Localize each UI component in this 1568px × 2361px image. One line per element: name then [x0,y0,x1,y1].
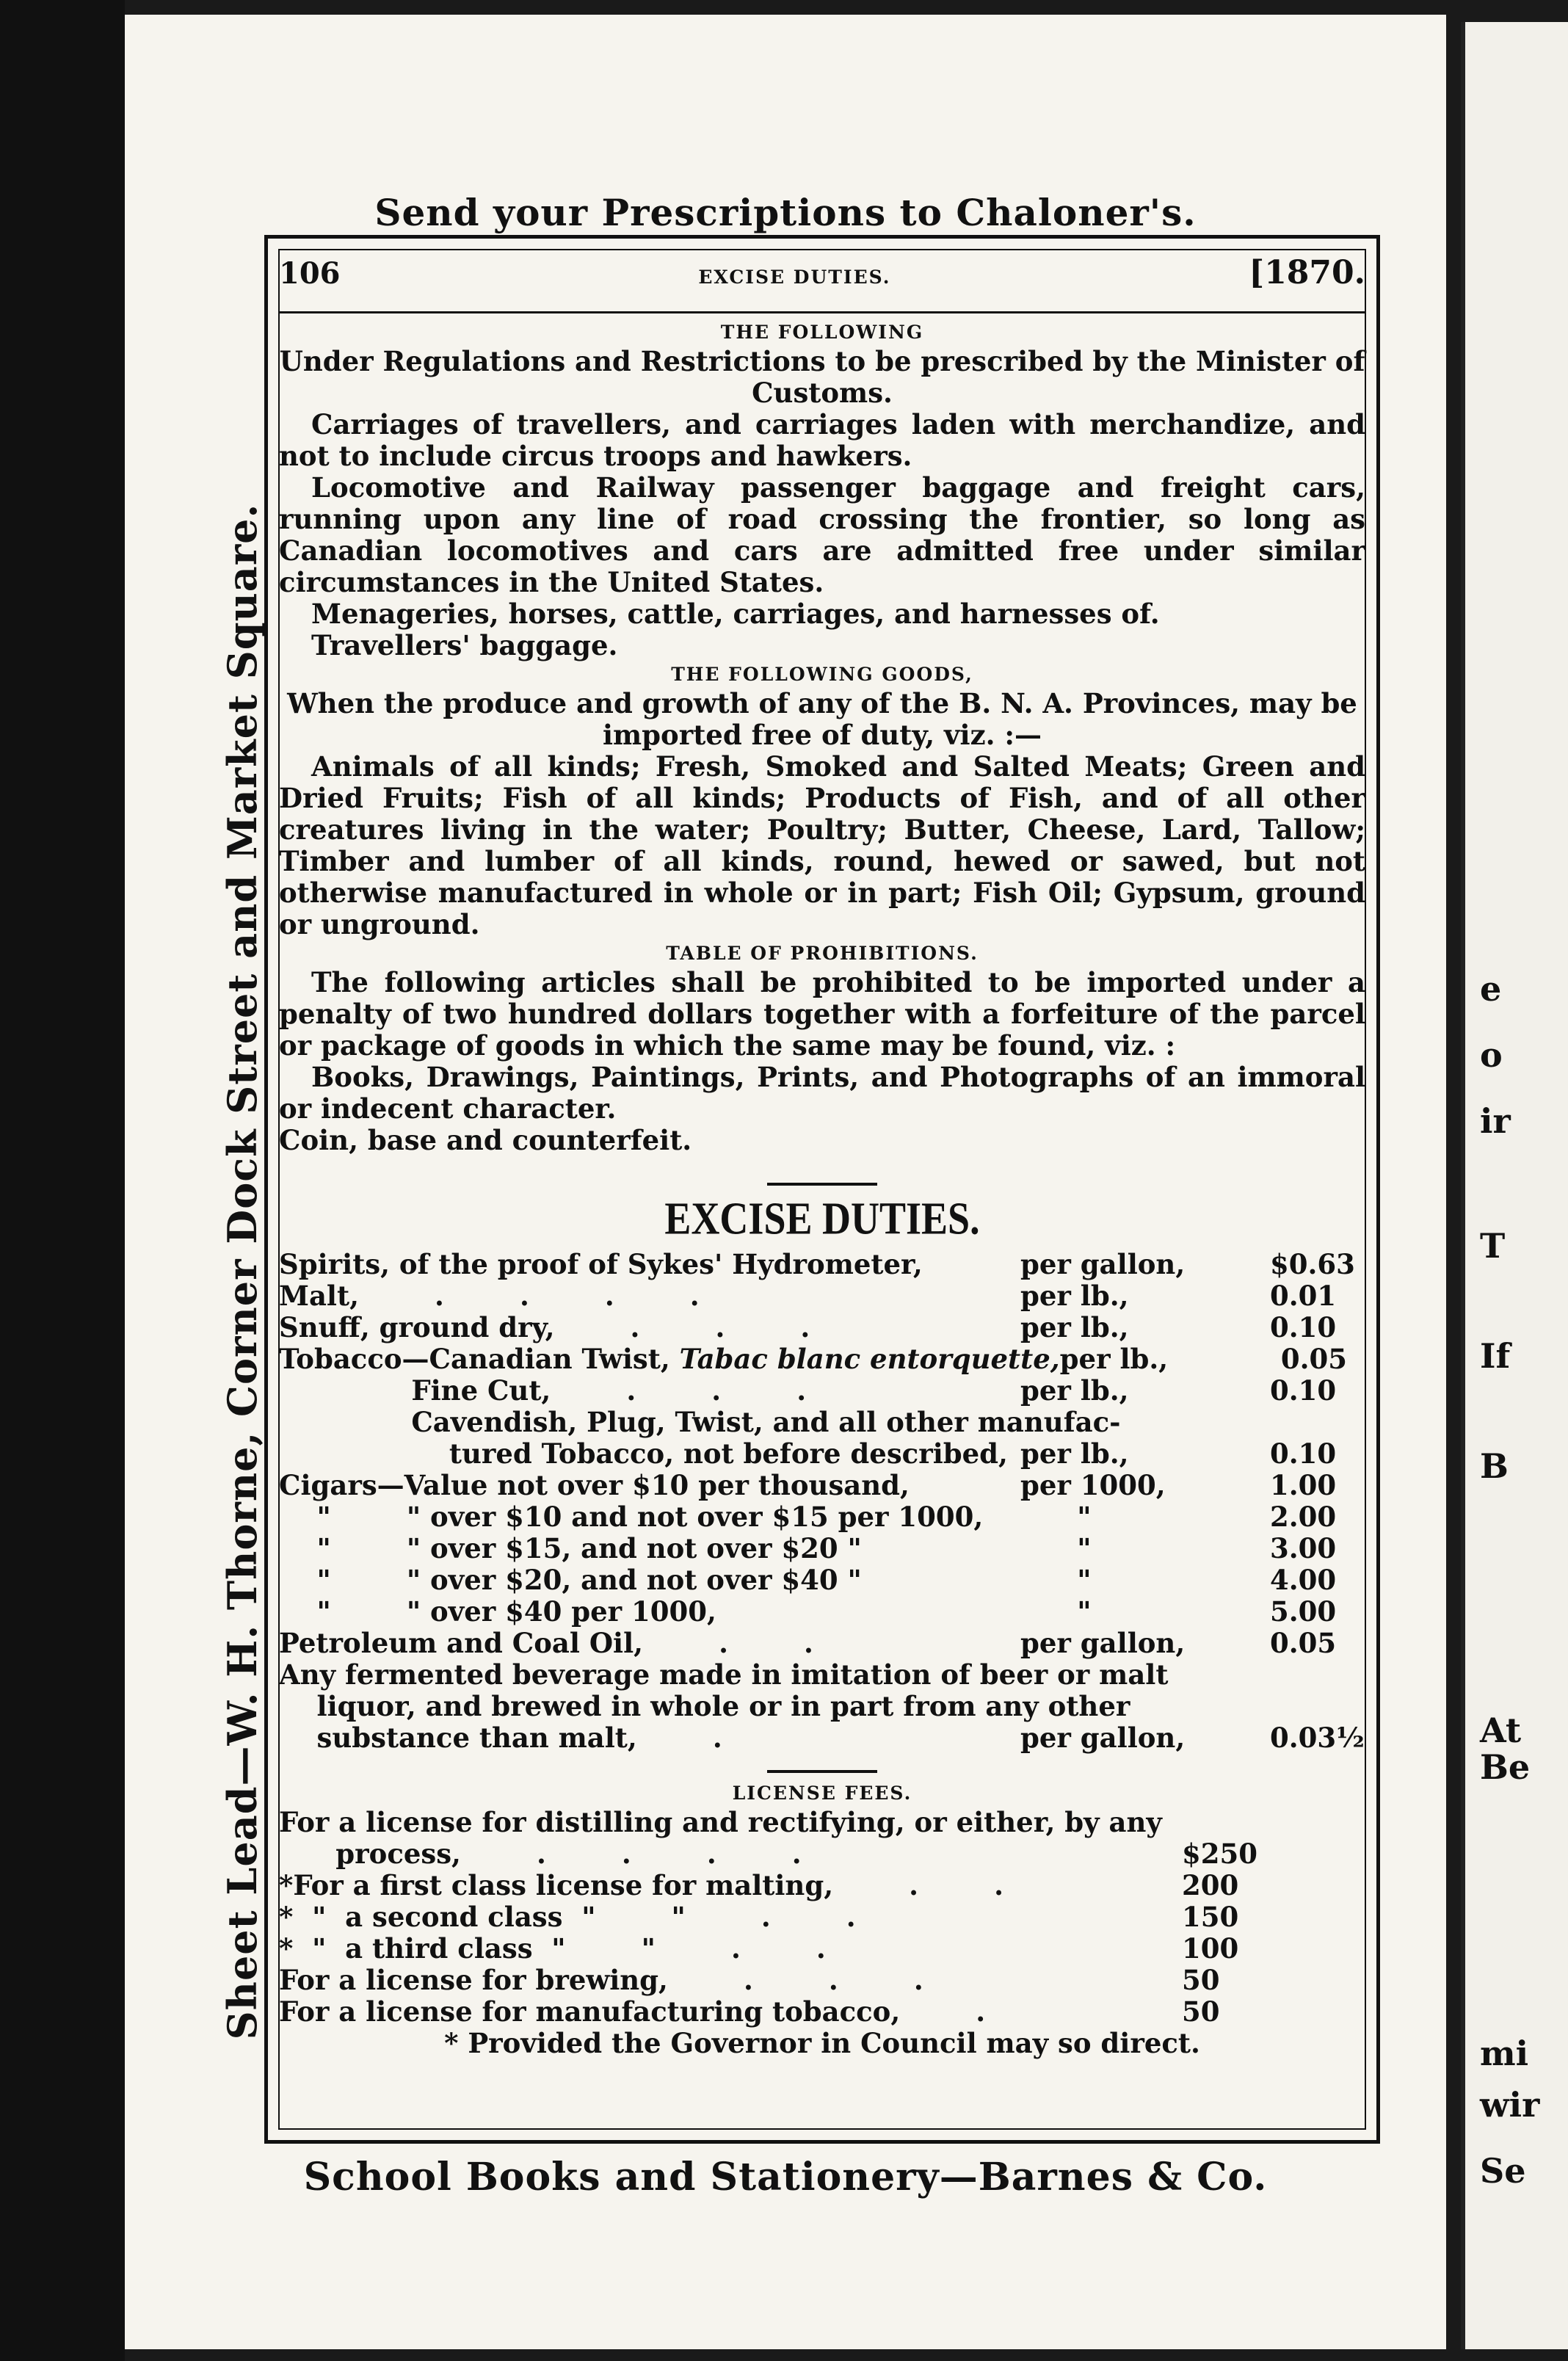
bottom-advertisement: School Books and Stationery—Barnes & Co. [303,2155,1268,2199]
year: [1870. [1249,254,1365,291]
adjacent-fragment: T [1480,1226,1506,1266]
adjacent-fragment: At [1480,1711,1522,1750]
top-advertisement: Send your Prescriptions to Chaloner's. [374,191,1197,234]
license-row [279,1933,1365,1965]
book-page [125,15,1446,2349]
license-fee [1175,1807,1365,1838]
excise-item: Any fermented beverage made in imitation of beer or malt [279,1658,1169,1691]
excise-row [279,1722,1365,1754]
section-rule [767,1770,877,1773]
excise-item: Cigars—Value not over $10 per thousand, [279,1469,910,1501]
excise-rate: 0.10 [1270,1437,1337,1470]
excise-unit: per lb., [1020,1311,1129,1343]
excise-unit: per gallon, [1020,1248,1186,1280]
excise-item: Malt, . . . . [279,1280,700,1312]
excise-row [279,1628,1365,1659]
license-row [279,1901,1365,1933]
excise-item: tured Tobacco, not before described, [279,1437,1008,1470]
excise-row [279,1343,1365,1375]
adjacent-fragment: ir [1480,1101,1511,1141]
excise-unit: per lb., [1020,1437,1129,1470]
excise-row [279,1280,1365,1312]
page-content [279,254,1365,2059]
excise-item: " " over $10 and not over $15 per 1000, [279,1501,984,1533]
license-fee: $250 [1182,1838,1257,1870]
excise-unit [1130,1691,1300,1722]
excise-rate: 5.00 [1270,1595,1337,1628]
excise-row [279,1470,1365,1501]
license-row [279,1807,1365,1838]
excise-item: Fine Cut, . . . [279,1374,807,1407]
excise-row [279,1375,1365,1407]
excise-row [279,1691,1365,1722]
excise-row [279,1564,1365,1596]
excise-rate: 2.00 [1270,1501,1337,1533]
license-fee: 100 [1182,1932,1239,1965]
excise-unit: per lb., [1059,1343,1169,1375]
excise-unit: per gallon, [1020,1627,1186,1659]
excise-item: Petroleum and Coal Oil, . . [279,1627,813,1659]
following-item: Carriages of travellers, and carriages laden with merchandize, and not to include circus troops and hawkers. [279,408,1365,472]
following-item: Locomotive and Railway passenger baggage and freight cars, running upon any line of road crossing the frontier, so long as Canadian locomotives and cars are admitted free under similar circumstances in the United States. [279,471,1365,598]
excise-unit: " [1020,1501,1092,1533]
adjacent-page-edge [1461,22,1568,2349]
excise-row [279,1438,1365,1470]
excise-unit: per gallon, [1020,1722,1186,1754]
adjacent-fragment: B [1480,1446,1509,1486]
excise-row [279,1501,1365,1533]
following-item: Travellers' baggage. [311,629,618,661]
running-header [279,254,1365,301]
excise-item: Cavendish, Plug, Twist, and all other manufac- [279,1406,1121,1438]
license-fee: 200 [1182,1869,1239,1901]
excise-row [279,1249,1365,1280]
excise-table [279,1249,1365,1754]
excise-rate: 1.00 [1270,1469,1337,1501]
prohibition-item: Coin, base and counterfeit. [279,1124,692,1156]
scan-border [0,0,125,2361]
license-row [279,1996,1365,2028]
license-fee: 50 [1182,1995,1220,2028]
excise-item: Tobacco—Canadian Twist, Tabac blanc entorquette, [279,1343,1060,1375]
license-item: * " a third class " " . . [279,1932,826,1965]
excise-rate [1311,1659,1365,1691]
excise-row [279,1659,1365,1691]
header-rule [279,311,1365,313]
license-footnote: * Provided the Governor in Council may so direct. [444,2027,1200,2059]
license-heading: LICENSE FEES. [732,1782,912,1804]
page-number: 106 [279,256,341,291]
running-head: EXCISE DUTIES. [698,266,891,288]
following-heading: THE FOLLOWING [720,322,924,343]
excise-unit: per lb., [1020,1374,1129,1407]
prohibitions-intro: The following articles shall be prohibited to be imported under a penalty of two hundred dollars together with a forfeiture of the parcel or package of goods in which the same may be found, viz. : [279,966,1365,1062]
excise-unit [1120,1407,1297,1438]
excise-row [279,1596,1365,1628]
section-rule [767,1183,877,1186]
license-item: *For a first class license for malting, . . [279,1869,1003,1901]
excise-unit [1168,1659,1310,1691]
adjacent-fragment: mi [1480,2034,1529,2073]
license-item: * " a second class " " . . [279,1901,856,1933]
excise-rate: $0.63 [1270,1248,1355,1280]
license-table [279,1807,1365,2028]
excise-unit: per 1000, [1020,1469,1166,1501]
side-advertisement: Sheet Lead—W. H. Thorne, Corner Dock Street and Market Square. [219,503,266,2040]
excise-item: Spirits, of the proof of Sykes' Hydrometer, [279,1248,923,1280]
adjacent-fragment: e [1480,969,1502,1009]
prohibitions-heading: TABLE OF PROHIBITIONS. [666,943,979,964]
excise-item: liquor, and brewed in whole or in part from any other [279,1690,1130,1722]
excise-unit: " [1020,1595,1092,1628]
excise-rate: 0.05 [1270,1627,1337,1659]
excise-unit: " [1020,1564,1092,1596]
license-row [279,1965,1365,1996]
license-row [279,1838,1365,1870]
following-item: Menageries, horses, cattle, carriages, and harnesses of. [311,598,1160,630]
adjacent-fragment: Se [1480,2151,1526,2191]
excise-item: Snuff, ground dry, . . . [279,1311,810,1343]
excise-row [279,1533,1365,1564]
excise-item: substance than malt, . [279,1722,722,1754]
excise-rate: 0.05 [1280,1343,1347,1375]
license-item: For a license for distilling and rectifying, or either, by any [279,1806,1162,1838]
excise-item-italic: Tabac blanc entorquette, [679,1343,1060,1375]
excise-unit: per lb., [1020,1280,1129,1312]
excise-item: " " over $40 per 1000, [279,1595,716,1628]
excise-rate [1298,1407,1365,1438]
license-item: For a license for manufacturing tobacco, . [279,1995,986,2028]
excise-rate: 0.10 [1270,1311,1337,1343]
excise-heading: EXCISE DUTIES. [664,1193,980,1244]
license-fee: 150 [1182,1901,1239,1933]
license-item: process, . . . . [279,1838,802,1870]
goods-intro: When the produce and growth of any of the B. N. A. Provinces, may be imported free of duty, viz. :— [287,687,1357,751]
prohibition-item: Books, Drawings, Paintings, Prints, and Photographs of an immoral or indecent character. [279,1061,1365,1125]
excise-rate: 0.10 [1270,1374,1337,1407]
excise-item: " " over $15, and not over $20 " [279,1532,862,1564]
excise-rate: 0.01 [1270,1280,1337,1312]
adjacent-fragment: wir [1480,2085,1540,2125]
excise-rate: 3.00 [1270,1532,1337,1564]
excise-rate [1300,1691,1365,1722]
excise-rate: 4.00 [1270,1564,1337,1596]
goods-heading: THE FOLLOWING GOODS, [671,664,973,685]
goods-text: Animals of all kinds; Fresh, Smoked and Salted Meats; Green and Dried Fruits; Fish of all kinds; Products of Fish, and of all other creatures living in the water; Poultry; Butter, Cheese, Lard, Tallow; Timber and lumber of all kinds, round, hewed or sawed, but not otherwise manufactured in whole or in part; Fish Oil; Gypsum, ground or unground. [279,750,1365,940]
following-intro: Under Regulations and Restrictions to be prescribed by the Minister of Customs. [279,345,1365,409]
license-row [279,1870,1365,1901]
license-item: For a license for brewing, . . . [279,1964,923,1996]
excise-rate: 0.03½ [1270,1722,1365,1754]
adjacent-fragment: Be [1480,1747,1531,1787]
excise-item: " " over $20, and not over $40 " [279,1564,862,1596]
license-fee: 50 [1182,1964,1220,1996]
excise-row [279,1312,1365,1343]
excise-row [279,1407,1365,1438]
excise-unit: " [1020,1532,1092,1564]
adjacent-fragment: If [1480,1336,1511,1376]
adjacent-fragment: o [1480,1035,1503,1075]
